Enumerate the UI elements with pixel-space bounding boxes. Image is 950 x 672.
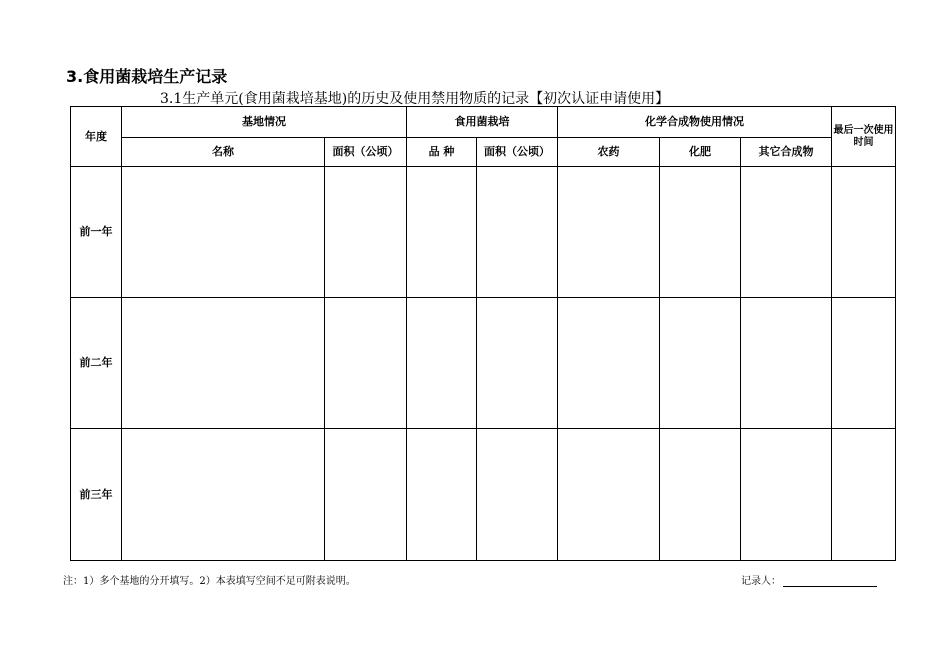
cell-name[interactable] xyxy=(122,298,325,429)
cell-pesticide[interactable] xyxy=(558,298,660,429)
row-label: 前三年 xyxy=(71,429,122,561)
row-label: 前一年 xyxy=(71,167,122,298)
cell-name[interactable] xyxy=(122,429,325,561)
recorder-signature-line[interactable] xyxy=(783,575,877,587)
cell-area-base[interactable] xyxy=(325,167,407,298)
cell-variety[interactable] xyxy=(407,429,477,561)
cell-pesticide[interactable] xyxy=(558,167,660,298)
cell-fertilizer[interactable] xyxy=(660,167,741,298)
cell-area-mushroom[interactable] xyxy=(477,429,558,561)
header-year: 年度 xyxy=(71,107,122,167)
subheader-fertilizer: 化肥 xyxy=(660,138,741,167)
cell-last-use[interactable] xyxy=(832,298,896,429)
production-record-table xyxy=(70,106,896,561)
cell-last-use[interactable] xyxy=(832,167,896,298)
cell-fertilizer[interactable] xyxy=(660,429,741,561)
cell-area-base[interactable] xyxy=(325,298,407,429)
recorder-field xyxy=(741,572,877,587)
cell-pesticide[interactable] xyxy=(558,429,660,561)
cell-area-base[interactable] xyxy=(325,429,407,561)
subheader-name: 名称 xyxy=(122,138,325,167)
table-row xyxy=(71,429,896,561)
cell-variety[interactable] xyxy=(407,298,477,429)
cell-variety[interactable] xyxy=(407,167,477,298)
header-last-use: 最后一次使用时间 xyxy=(832,107,896,167)
subheader-row xyxy=(71,138,896,167)
subheader-pesticide: 农药 xyxy=(558,138,660,167)
header-base-info: 基地情况 xyxy=(122,107,407,138)
page-title: 3.食用菌栽培生产记录 xyxy=(66,67,228,86)
cell-other-synthetic[interactable] xyxy=(741,429,832,561)
subheader-other-synthetic: 其它合成物 xyxy=(741,138,832,167)
header-row xyxy=(71,107,896,138)
recorder-label: 记录人： xyxy=(741,576,781,587)
footer-note: 注：1）多个基地的分开填写。2）本表填写空间不足可附表说明。 xyxy=(63,576,356,587)
subheader-variety: 品 种 xyxy=(407,138,477,167)
header-chemical: 化学合成物使用情况 xyxy=(558,107,832,138)
subheader-area-mushroom: 面积（公顷） xyxy=(477,138,558,167)
cell-last-use[interactable] xyxy=(832,429,896,561)
row-label: 前二年 xyxy=(71,298,122,429)
subheader-area-base: 面积（公顷） xyxy=(325,138,407,167)
cell-area-mushroom[interactable] xyxy=(477,167,558,298)
table-row xyxy=(71,167,896,298)
cell-area-mushroom[interactable] xyxy=(477,298,558,429)
cell-fertilizer[interactable] xyxy=(660,298,741,429)
table-row xyxy=(71,298,896,429)
cell-name[interactable] xyxy=(122,167,325,298)
header-mushroom: 食用菌栽培 xyxy=(407,107,558,138)
section-subtitle: 3.1生产单元(食用菌栽培基地)的历史及使用禁用物质的记录【初次认证申请使用】 xyxy=(160,91,670,107)
cell-other-synthetic[interactable] xyxy=(741,167,832,298)
cell-other-synthetic[interactable] xyxy=(741,298,832,429)
